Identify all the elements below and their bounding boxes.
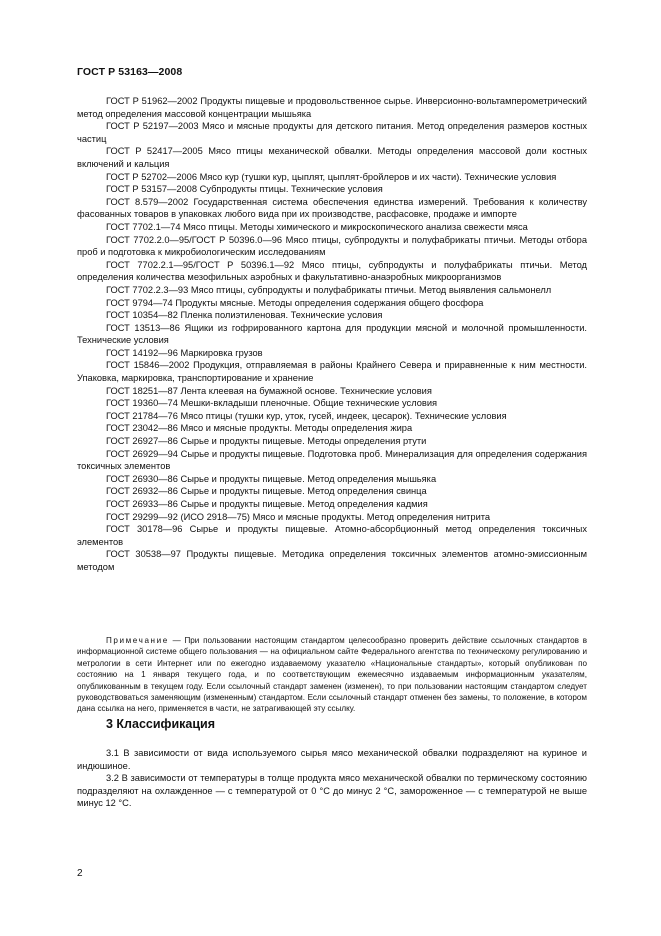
reference-item: ГОСТ 23042—86 Мясо и мясные продукты. Методы определения жира	[106, 423, 413, 434]
reference-item: ГОСТ 19360—74 Мешки-вкладыши пленочные. Общие технические условия	[106, 398, 438, 409]
reference-item: ГОСТ 26927—86 Сырье и продукты пищевые. Методы определения ртути	[106, 436, 427, 447]
reference-item: ГОСТ 13513—86 Ящики из гофрированного картона для продукции мясной и молочной промышленности. Технические условия	[77, 322, 587, 346]
reference-item: ГОСТ 26929—94 Сырье и продукты пищевые. Подготовка проб. Минерализация для определения содержания токсичных элементов	[77, 448, 587, 472]
reference-item: ГОСТ 30178—96 Сырье и продукты пищевые. Атомно-абсорбционный метод определения токсичных элементов	[77, 524, 587, 547]
reference-item: ГОСТ 7702.2.1—95/ГОСТ Р 50396.1—92 Мясо птицы, субпродукты и полуфабрикаты птичьи. Метод определения количества мезофильных аэробных и факультативно-анаэробных микроорганизмов	[77, 259, 587, 283]
reference-item: ГОСТ 30538—97 Продукты пищевые. Методика определения токсичных элементов атомно-эмиссионным методом	[77, 549, 587, 572]
reference-item: ГОСТ 21784—76 Мясо птицы (тушки кур, уток, гусей, индеек, цесарок). Технические условия	[106, 410, 507, 421]
reference-item: ГОСТ Р 53157—2008 Субпродукты птицы. Технические условия	[106, 184, 383, 195]
reference-item: ГОСТ 26933—86 Сырье и продукты пищевые. Метод определения кадмия	[106, 499, 428, 509]
reference-item: ГОСТ 9794—74 Продукты мясные. Методы определения содержания общего фосфора	[106, 297, 484, 308]
reference-item: ГОСТ 7702.2.3—93 Мясо птицы, субпродукты и полуфабрикаты птичьи. Метод выявления сальмонелл	[106, 284, 552, 295]
reference-item: ГОСТ 10354—82 Пленка полиэтиленовая. Технические условия	[106, 310, 383, 321]
reference-item: ГОСТ Р 52702—2006 Мясо кур (тушки кур, цыплят, цыплят-бройлеров и их части). Технические условия	[106, 171, 557, 182]
clause-3-2: 3.2 В зависимости от температуры в толще продукта мясо механической обвалки по термическому состоянию подразделяют на охлажденное — с температурой от 0 °С до минус 2 °С, замороженное — с температурой не выше минус 12 °С.	[77, 773, 587, 809]
reference-item: ГОСТ Р 52417—2005 Мясо птицы механической обвалки. Методы определения массовой доли костных включений и кальция	[77, 146, 587, 169]
page-number: 2	[77, 868, 83, 879]
note-text: — При пользовании настоящим стандартом целесообразно проверить действие ссылочных стандартов в информационной системе общего пользования — на официальном сайте Федерального агентства по техническому регулированию и метрологии в сети Интернет или по ежегодно издаваемому указателю «Национальные стандарты», который опубликован по состоянию на 1 января текущего года, и по соответствующим ежемесячно издаваемым информационным указателям, опубликованным в текущем году. Если ссылочный стандарт заменен (изменен), то при пользовании настоящим стандартом следует руководствоваться заменяющим (измененным) стандартом. Если ссылочный стандарт отменен без замены, то положение, в котором дана ссылка на него, применяется в части, не затрагивающей эту ссылку.	[77, 636, 587, 714]
reference-item: ГОСТ 15846—2002 Продукция, отправляемая в районы Крайнего Севера и приравненные к ним местности. Упаковка, маркировка, транспортирование и хранение	[77, 360, 587, 384]
section-heading: 3 Классификация	[106, 717, 216, 731]
normative-references-list	[77, 95, 587, 574]
note-label: Примечание	[106, 636, 169, 645]
document-header: ГОСТ Р 53163—2008	[77, 66, 183, 78]
reference-item: ГОСТ 26932—86 Сырье и продукты пищевые. Метод определения свинца	[106, 486, 427, 497]
reference-item: ГОСТ 7702.1—74 Мясо птицы. Методы химического и микроскопического анализа свежести мяса	[106, 221, 528, 232]
reference-item: ГОСТ 8.579—2002 Государственная система обеспечения единства измерений. Требования к количеству фасованных товаров в упаковках любого вида при их производстве, расфасовке, продаже и импорте	[77, 196, 587, 220]
reference-item: ГОСТ Р 52197—2003 Мясо и мясные продукты для детского питания. Метод определения размеров костных частиц	[77, 121, 587, 144]
reference-item: ГОСТ 26930—86 Сырье и продукты пищевые. Метод определения мышьяка	[106, 473, 437, 484]
reference-item: ГОСТ 7702.2.0—95/ГОСТ Р 50396.0—96 Мясо птицы, субпродукты и полуфабрикаты птичьи. Методы отбора проб и подготовка к микробиологическим исследованиям	[77, 234, 587, 258]
reference-note	[77, 635, 587, 715]
reference-item: ГОСТ 18251—87 Лента клеевая на бумажной основе. Технические условия	[106, 385, 432, 396]
reference-item: ГОСТ Р 51962—2002 Продукты пищевые и продовольственное сырье. Инверсионно-вольтамперометрический метод определения массовой концентрации мышьяка	[77, 96, 587, 119]
reference-item: ГОСТ 14192—96 Маркировка грузов	[106, 347, 263, 358]
clause-3-1: 3.1 В зависимости от вида используемого сырья мясо механической обвалки подразделяют на куриное и индюшиное.	[77, 748, 587, 771]
reference-item: ГОСТ 29299—92 (ИСО 2918—75) Мясо и мясные продукты. Метод определения нитрита	[106, 511, 491, 522]
classification-clauses	[77, 747, 587, 810]
